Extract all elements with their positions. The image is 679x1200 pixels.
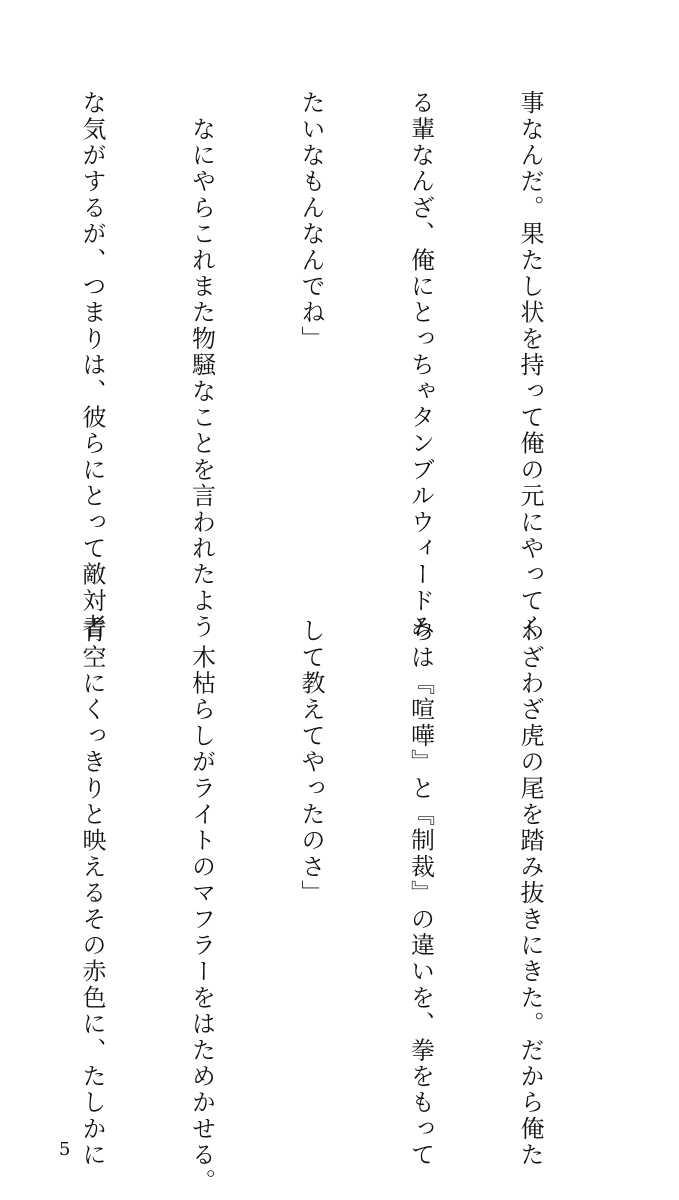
text-line: わざわざ虎の尾を踏み抜きにきた。だから俺た <box>516 618 544 1169</box>
text-line: 木枯らしがライトのマフラーをはためかせる。 <box>187 618 216 1195</box>
text-block-top <box>0 90 621 641</box>
text-line: たいなもんなんでね」 <box>297 90 325 352</box>
text-line: ちは『喧嘩』と『制裁』の違いを、拳をもって <box>406 618 435 1169</box>
text-line: なにやらこれまた物騒なことを言われたよう <box>187 90 216 641</box>
text-line: 事なんだ。果たし状を持って俺の元にやってく <box>516 90 544 641</box>
text-line <box>0 618 1 1118</box>
text-line: して教えてやったのさ」 <box>297 618 325 907</box>
text-line: な気がするが、つまりは、彼らにとって敵対者 <box>78 90 106 641</box>
text-line: 青空にくっきりと映えるその赤色に、たしかに <box>78 618 106 1169</box>
text-line: る輩なんざ、俺にとっちゃタンブルウィードみ <box>406 90 435 641</box>
text-block-bottom <box>0 618 621 1195</box>
text-line <box>0 90 1 590</box>
page-number: 5 <box>59 1139 71 1160</box>
